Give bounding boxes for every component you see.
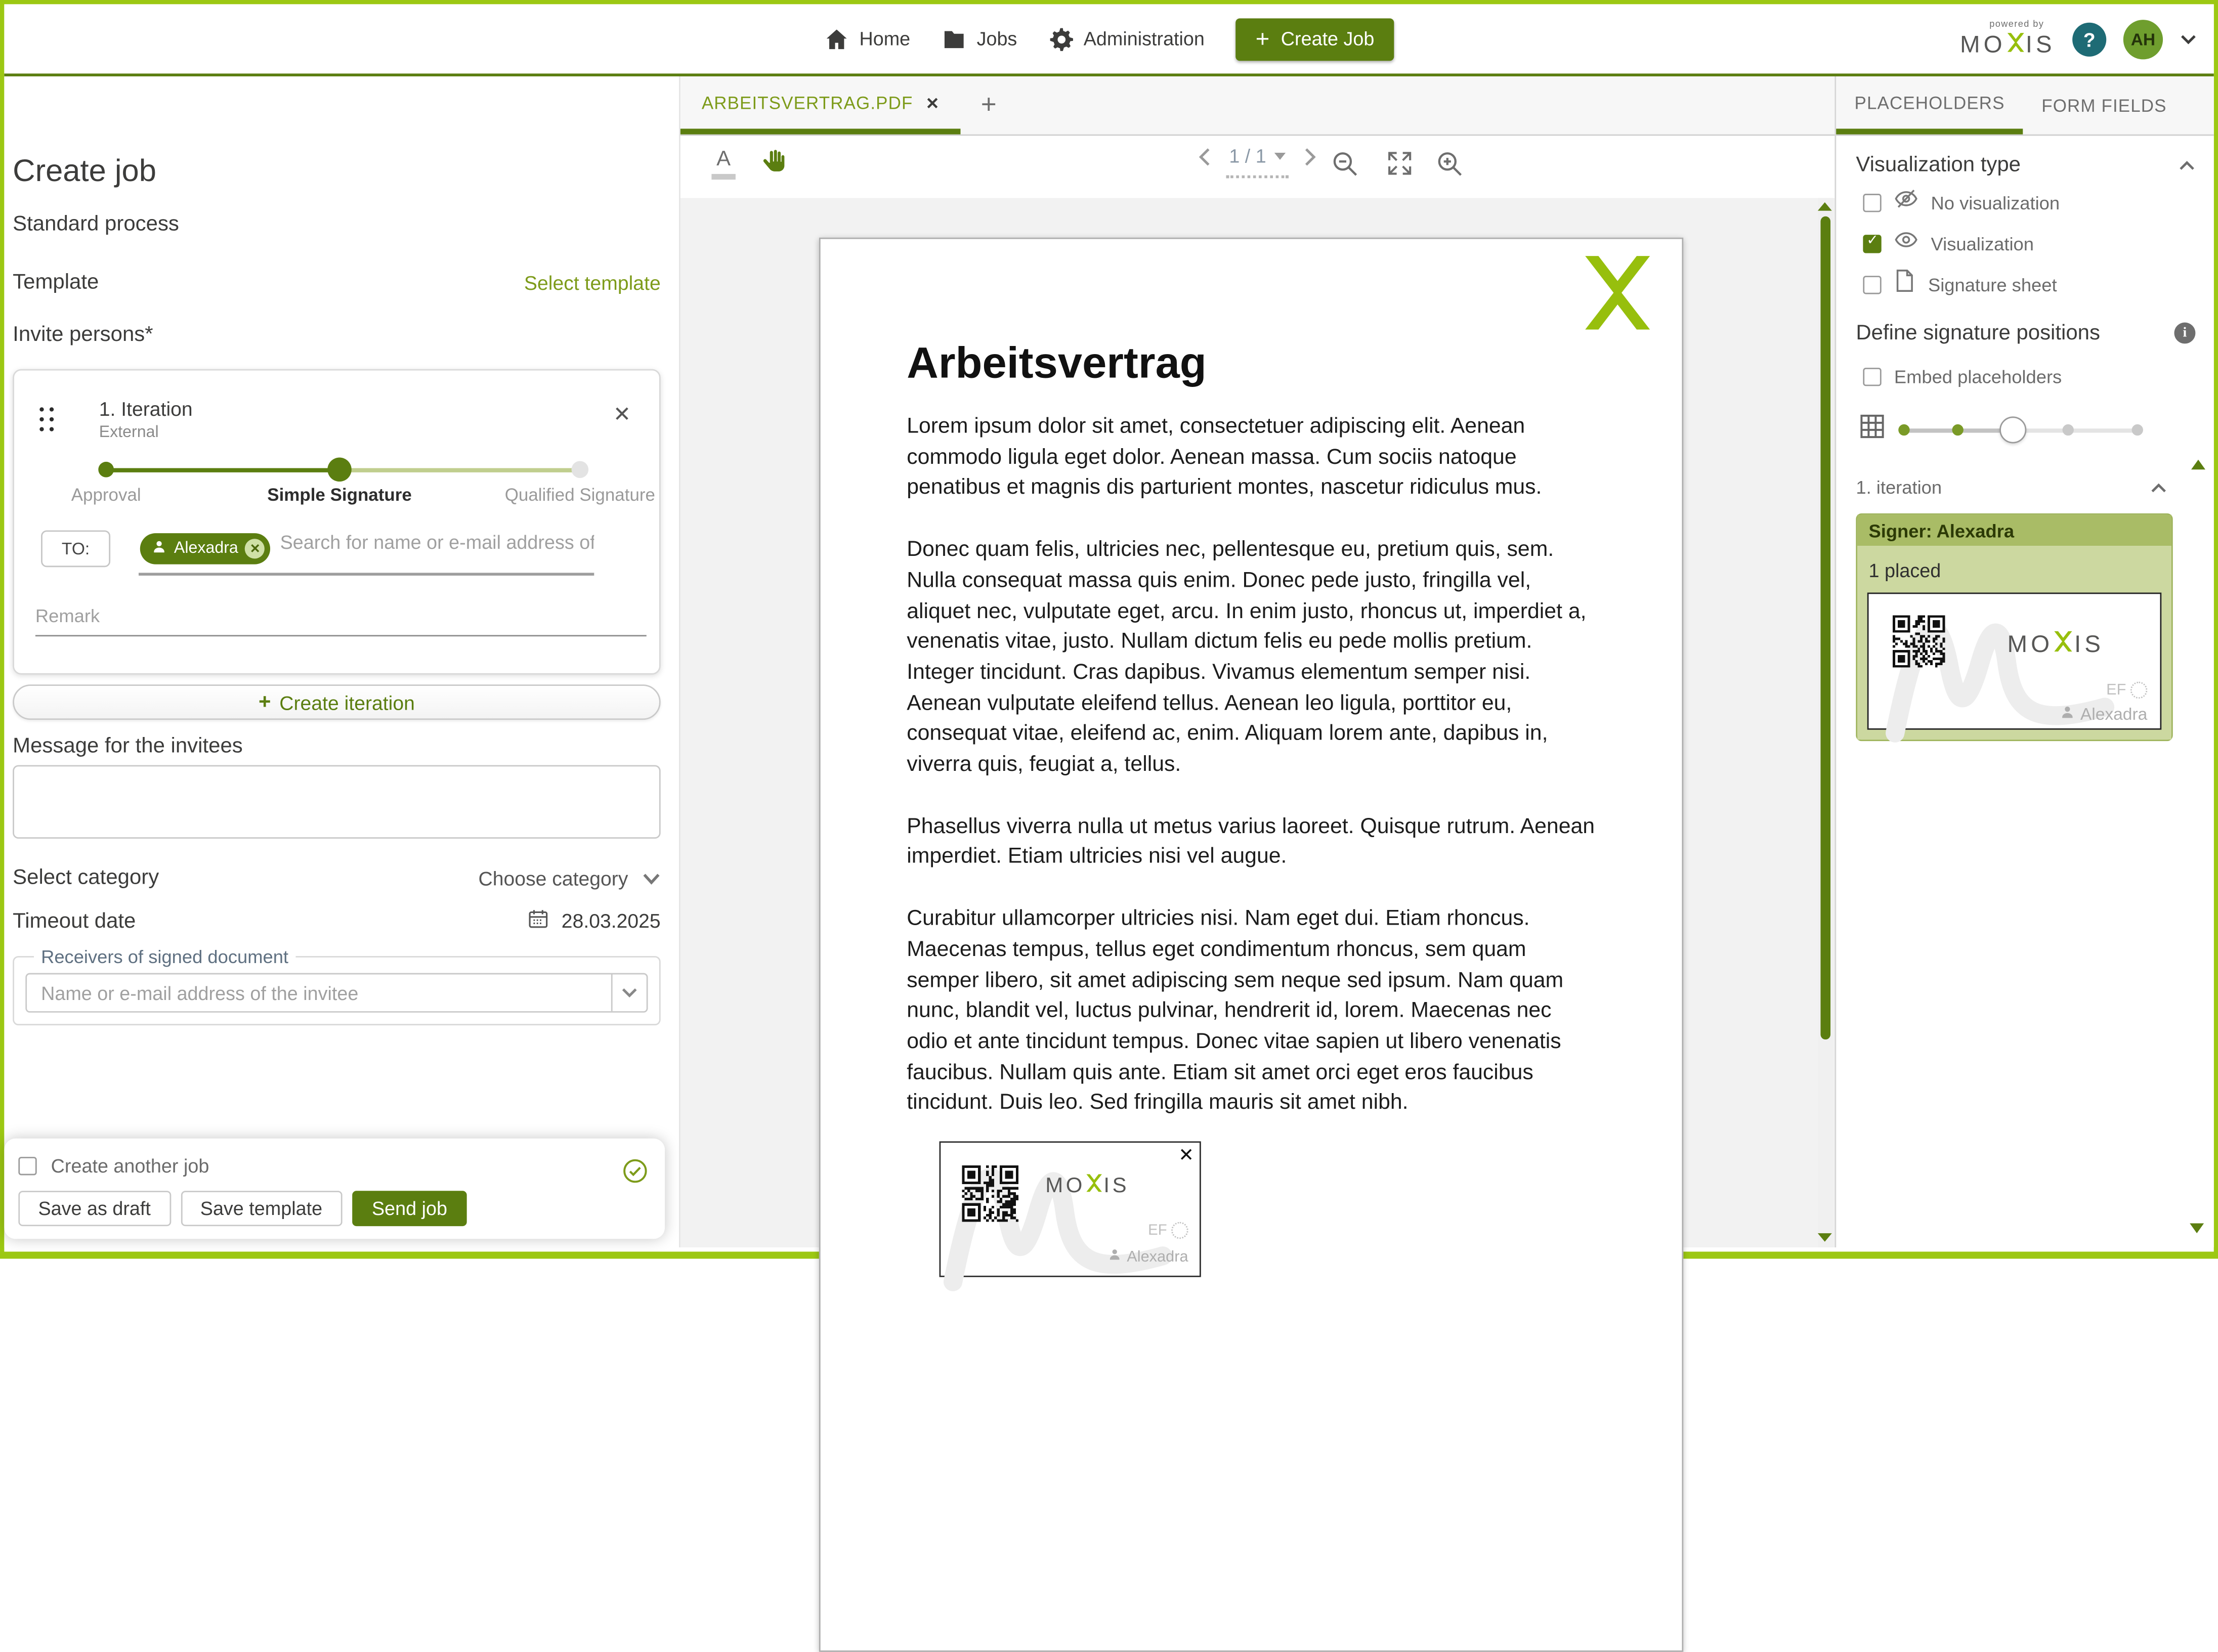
iteration-section-header[interactable]: 1. iteration [1856, 476, 2213, 498]
slider-stop [2063, 424, 2074, 436]
moxis-x-logo [1579, 256, 1656, 336]
pdf-page [819, 238, 1683, 1652]
list-scroll-up-icon[interactable] [2191, 436, 2205, 461]
positions-title: Define signature positions [1856, 321, 2100, 345]
previous-page-icon[interactable] [1198, 146, 1211, 166]
pan-tool-icon[interactable] [759, 147, 789, 187]
scroll-up-icon[interactable] [1818, 202, 1832, 211]
pdf-toolbar [680, 136, 1835, 198]
category-label: Select category [13, 865, 159, 890]
nav-item-home[interactable] [824, 26, 911, 52]
nav-item-jobs[interactable] [942, 26, 1017, 52]
receivers-fieldset [13, 946, 661, 1026]
paragraph: Phasellus viverra nulla ut metus varius laoreet. Quisque rutrum. Aenean imperdiet. Etiam ultricies nisi vel augue. [907, 814, 1595, 869]
zoom-in-icon[interactable] [1436, 150, 1464, 185]
page-dropdown-icon [1275, 153, 1286, 160]
receivers-legend: Receivers of signed document [41, 946, 289, 968]
next-page-icon[interactable] [1304, 146, 1317, 166]
signer-card [1856, 513, 2172, 741]
document-tab-title: ARBEITSVERTRAG.PDF [701, 93, 913, 113]
signature-slider-track [339, 468, 580, 472]
close-icon[interactable]: ✕ [613, 403, 631, 427]
person-icon [2059, 704, 2075, 724]
slider-stop-qualified-signature[interactable] [572, 461, 589, 478]
create-iteration-button[interactable]: + Create iteration [13, 684, 661, 720]
signer-name: Alexadra [1107, 1247, 1188, 1266]
person-icon [151, 539, 167, 558]
signature-preview[interactable] [1867, 593, 2162, 730]
collapse-icon[interactable] [2150, 482, 2167, 493]
receivers-combobox [25, 973, 648, 1013]
step-label-simple-signature: Simple Signature [267, 485, 412, 505]
embed-placeholders-checkbox[interactable] [1863, 368, 1881, 386]
iteration-card [13, 369, 661, 675]
document-tab[interactable] [680, 76, 961, 135]
gear-icon [1048, 26, 1074, 52]
help-button[interactable]: ? [2072, 22, 2106, 56]
paragraph: Donec quam felis, ultricies nec, pellentesque eu, pretium quis, sem. Nulla consequat massa quis enim. Donec pede justo, fringilla vel, aliquet nec, vulputate eget, arcu. In enim justo, rhoncus ut, imperdiet a, venenatis vitae, justo. Nullam dictum felis eu pede mollis pretium. Integer tincidunt. Cras dapibus. Vivamus elementum semper nisi. Aenean vulputate eleifend tellus. Aenean leo ligula, porttitor eu, consequat vitae, eleifend ac, enim. Aliquam lorem ante, dapibus in, viverra quis, feugiat a, tellus. [907, 537, 1587, 777]
document-tabstrip [680, 76, 1835, 136]
document-canvas [680, 198, 1835, 1266]
plus-icon: + [258, 690, 271, 714]
pdf-scrollbar[interactable] [1818, 198, 1833, 1247]
stamp-badge: EF [1148, 1222, 1188, 1239]
page-navigation [1198, 146, 1317, 178]
input-underline [139, 573, 594, 576]
invitee-chip[interactable] [140, 533, 271, 564]
no-visualization-checkbox[interactable] [1863, 193, 1881, 211]
calendar-icon [528, 908, 549, 933]
tab-placeholders[interactable]: PLACEHOLDERS [1836, 76, 2023, 135]
moxis-logo: MO IS [1045, 1173, 1130, 1198]
invite-persons-label: Invite persons* [13, 322, 153, 347]
page-slider[interactable] [1226, 176, 1289, 179]
paragraph: Lorem ipsum dolor sit amet, consectetuer adipiscing elit. Aenean commodo ligula eget dolor. Aenean massa. Cum sociis natoque penatibus et magnis dis parturient montes, nascetur ridiculus mus. [907, 414, 1542, 500]
send-job-button[interactable]: Send job [352, 1191, 467, 1226]
select-template-link[interactable]: Select template [524, 271, 661, 294]
chip-remove-icon[interactable]: ✕ [245, 539, 265, 558]
zoom-out-icon[interactable] [1331, 150, 1359, 185]
nav-item-administration[interactable] [1048, 26, 1205, 52]
invitee-search-input[interactable] [280, 532, 594, 553]
signer-name: Alexadra [2059, 704, 2147, 724]
process-type-label: Standard process [13, 212, 179, 236]
powered-by-label: powered by [1989, 20, 2044, 30]
option-embed-placeholders[interactable]: Embed placeholders [1856, 366, 2213, 387]
add-document-tab-button[interactable]: + [980, 90, 997, 120]
scrollbar-thumb[interactable] [1820, 216, 1830, 1039]
iteration-type-label: External [99, 424, 159, 442]
create-another-job-checkbox[interactable] [18, 1157, 36, 1175]
visualization-type-title: Visualization type [1856, 152, 2021, 177]
tab-form-fields[interactable]: FORM FIELDS [2041, 95, 2167, 115]
message-label: Message for the invitees [13, 734, 243, 758]
moxis-x-icon [2053, 631, 2074, 659]
right-panel-tabs [1836, 76, 2214, 136]
seal-icon [2130, 682, 2148, 699]
user-avatar[interactable]: AH [2123, 19, 2163, 59]
fullscreen-icon[interactable] [1386, 150, 1413, 184]
page-title: Create job [13, 152, 157, 188]
chevron-down-icon[interactable] [613, 987, 647, 998]
nav-item-label: Administration [1083, 28, 1205, 50]
eye-off-icon [1894, 187, 1918, 218]
tab-close-icon[interactable]: ✕ [925, 95, 940, 113]
slider-stop [1952, 424, 1963, 436]
placeholders-panel [1835, 76, 2213, 1247]
timeout-label: Timeout date [13, 908, 136, 933]
create-job-button[interactable]: + Create Job [1235, 18, 1394, 60]
placeholder-size-slider[interactable] [1903, 416, 2138, 444]
slider-thumb-simple-signature[interactable] [327, 458, 352, 482]
template-label: Template [13, 270, 99, 294]
signature-sheet-checkbox[interactable] [1863, 275, 1881, 293]
slider-thumb[interactable] [1999, 416, 2026, 443]
slider-stop [2132, 424, 2143, 436]
remark-input[interactable] [35, 605, 647, 637]
option-visualization[interactable]: ✓ Visualization [1856, 228, 2213, 259]
timeout-date-picker[interactable] [528, 908, 661, 933]
text-annotation-tool[interactable]: A [711, 149, 736, 180]
placed-count: 1 placed [1868, 560, 1941, 582]
moxis-logo: MO IS [2008, 631, 2104, 659]
create-another-job-label: Create another job [51, 1155, 209, 1177]
qr-code [962, 1165, 1018, 1222]
page-indicator[interactable]: 1 / 1 [1229, 146, 1286, 167]
moxis-x-icon [2006, 32, 2026, 57]
collapse-icon[interactable] [2179, 159, 2196, 170]
document-title: Arbeitsvertrag [907, 338, 1207, 388]
nav-item-label: Home [859, 28, 911, 50]
home-icon [824, 26, 849, 52]
form-footer [4, 1139, 665, 1239]
moxis-x-icon [1085, 1174, 1103, 1198]
sheet-icon [1894, 269, 1915, 300]
chevron-down-icon[interactable] [2180, 33, 2197, 45]
pdf-viewer [680, 76, 1835, 1266]
remove-placeholder-icon[interactable]: ✕ [1178, 1144, 1194, 1165]
eye-icon [1894, 228, 1918, 259]
timeout-date-value: 28.03.2025 [561, 909, 661, 932]
navbar [4, 4, 2213, 76]
signature-placeholder[interactable] [940, 1141, 1201, 1277]
nav-item-label: Jobs [976, 28, 1017, 50]
panel-scroll-down-icon[interactable] [2190, 1224, 2204, 1234]
receivers-input[interactable] [27, 982, 611, 1004]
info-icon[interactable]: i [2174, 322, 2195, 343]
valid-check-icon [622, 1158, 648, 1191]
slider-stop-approval[interactable] [98, 462, 114, 477]
seal-icon [1171, 1222, 1188, 1239]
visualization-checkbox[interactable] [1863, 234, 1881, 252]
message-textarea[interactable] [13, 765, 661, 839]
qr-code [1893, 615, 1945, 667]
paragraph: Curabitur ullamcorper ultricies nisi. Nam eget dui. Etiam rhoncus. Maecenas tempus, tellus eget condimentum rhoncus, sem quam semper libero, sit amet adipiscing sem neque sed ipsum. Nam quam nunc, blandit vel, luctus pulvinar, hendrerit id, lorem. Maecenas nec odio et ante tincidunt tempus. Donec vitae sapien ut libero venenatis faucibus. Nullam quis ante. Etiam sit amet orci eget eros faucibus tincidunt. Duis leo. Sed fringilla mauris sit amet nibh. [907, 906, 1564, 1115]
invitee-chip-name: Alexadra [174, 540, 238, 557]
grid-icon [1860, 414, 1885, 446]
person-icon [1107, 1247, 1121, 1266]
save-template-button[interactable]: Save template [181, 1191, 343, 1226]
moxis-logo: powered by MO IS [1959, 20, 2056, 58]
option-no-visualization[interactable]: No visualization [1856, 187, 2213, 218]
chevron-down-icon [642, 866, 660, 889]
plus-icon: + [1255, 25, 1270, 53]
create-job-panel [4, 76, 680, 1247]
document-body [907, 412, 1596, 1150]
stamp-badge: EF [2106, 682, 2147, 699]
signature-slider-track-active [106, 468, 339, 472]
iteration-title: 1. Iteration [99, 397, 193, 420]
save-as-draft-button[interactable]: Save as draft [18, 1191, 170, 1226]
drag-handle-icon[interactable] [39, 407, 54, 431]
category-select[interactable]: Choose category [478, 866, 660, 889]
folder-icon [942, 26, 967, 52]
to-button[interactable]: TO: [41, 531, 110, 568]
signer-card-header: Signer: Alexadra [1857, 515, 2171, 546]
slider-stop [1898, 424, 1909, 436]
step-label-qualified-signature: Qualified Signature [504, 485, 655, 505]
scroll-down-icon[interactable] [1818, 1233, 1832, 1242]
step-label-approval: Approval [71, 485, 141, 505]
option-signature-sheet[interactable]: Signature sheet [1856, 269, 2213, 300]
